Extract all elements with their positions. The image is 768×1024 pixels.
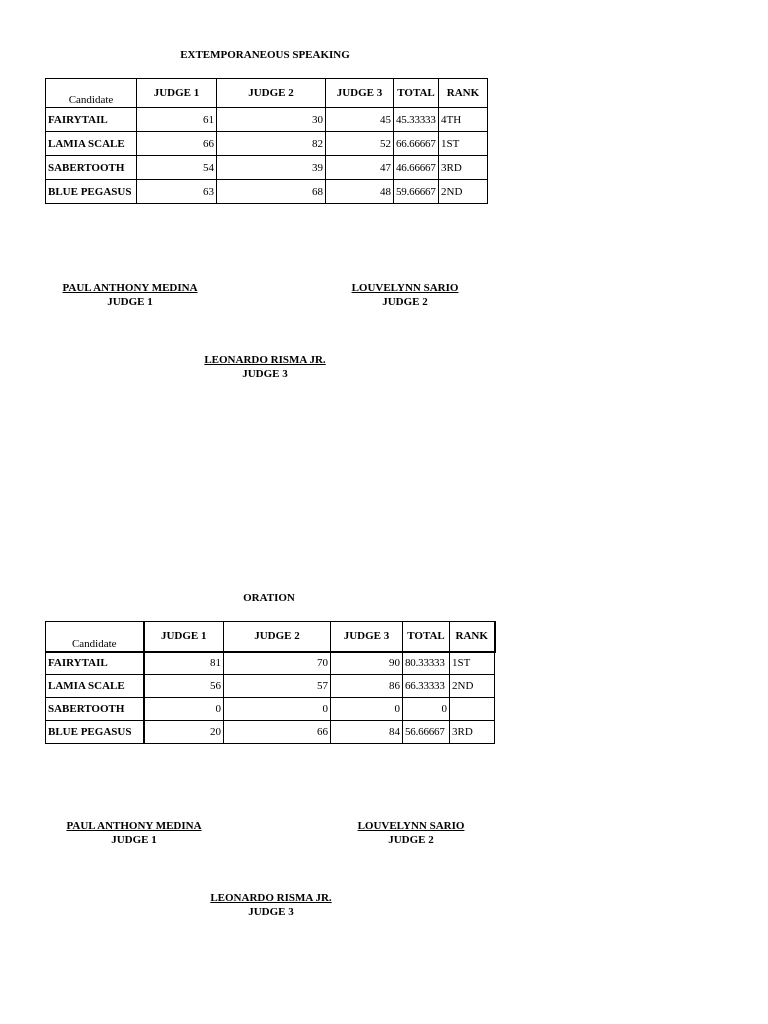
judge-1-score: 0: [144, 698, 224, 721]
table-header-row: [46, 622, 495, 652]
column-header-judge-1: JUDGE 1: [137, 79, 217, 108]
table-row: [46, 698, 495, 721]
column-header-total: TOTAL: [394, 79, 439, 108]
table-row: [46, 156, 488, 180]
judge-1-score: 56: [144, 675, 224, 698]
column-header-candidate: Candidate: [46, 79, 137, 108]
rank: 2ND: [450, 675, 495, 698]
rank: 1ST: [450, 652, 495, 675]
judge-3-score: 45: [326, 108, 394, 132]
judge-3-score: 0: [331, 698, 403, 721]
judge-2-name: LOUVELYNN SARIO: [357, 820, 465, 832]
judge-1-score: 61: [137, 108, 217, 132]
total-score: 45.33333: [394, 108, 439, 132]
table-header-row: [46, 79, 488, 108]
judge-2-score: 66: [224, 721, 331, 744]
total-score: 46.66667: [394, 156, 439, 180]
candidate-name: FAIRYTAIL: [46, 108, 137, 132]
column-header-rank: RANK: [439, 79, 488, 108]
judge-2-score: 0: [224, 698, 331, 721]
total-score: 0: [403, 698, 450, 721]
judge-2-role: JUDGE 2: [382, 296, 428, 308]
total-score: 56.66667: [403, 721, 450, 744]
judge-1-score: 81: [144, 652, 224, 675]
judge-2-score: 30: [217, 108, 326, 132]
rank: 2ND: [439, 180, 488, 204]
judge-3-score: 48: [326, 180, 394, 204]
signature-judge-1: [34, 819, 234, 847]
column-header-total: TOTAL: [403, 622, 450, 652]
total-score: 80.33333: [403, 652, 450, 675]
judge-1-name: PAUL ANTHONY MEDINA: [66, 820, 202, 832]
judge-3-score: 52: [326, 132, 394, 156]
column-header-candidate: Candidate: [46, 622, 144, 652]
column-header-judge-1: JUDGE 1: [144, 622, 224, 652]
judge-3-score: 90: [331, 652, 403, 675]
total-score: 66.33333: [403, 675, 450, 698]
table-row: [46, 652, 495, 675]
judge-3-role: JUDGE 3: [242, 368, 288, 380]
candidate-name: LAMIA SCALE: [46, 675, 144, 698]
candidate-name: SABERTOOTH: [46, 698, 144, 721]
candidate-name: SABERTOOTH: [46, 156, 137, 180]
score-table-extemporaneous: [45, 78, 488, 204]
judge-1-score: 63: [137, 180, 217, 204]
score-table-oration: [45, 621, 496, 744]
judge-2-score: 82: [217, 132, 326, 156]
judge-2-score: 68: [217, 180, 326, 204]
signature-judge-1: [30, 281, 230, 309]
column-header-judge-3: JUDGE 3: [331, 622, 403, 652]
judge-2-score: 57: [224, 675, 331, 698]
judge-3-score: 84: [331, 721, 403, 744]
column-header-judge-3: JUDGE 3: [326, 79, 394, 108]
judge-1-score: 54: [137, 156, 217, 180]
total-score: 66.66667: [394, 132, 439, 156]
candidate-name: FAIRYTAIL: [46, 652, 144, 675]
section-title-oration: ORATION: [243, 592, 295, 604]
table-row: [46, 721, 495, 744]
judge-2-score: 39: [217, 156, 326, 180]
candidate-name: BLUE PEGASUS: [46, 180, 137, 204]
judge-3-score: 47: [326, 156, 394, 180]
judge-3-name: LEONARDO RISMA JR.: [204, 354, 326, 366]
judge-3-name: LEONARDO RISMA JR.: [210, 892, 332, 904]
signature-judge-2: [311, 819, 511, 847]
judge-2-name: LOUVELYNN SARIO: [351, 282, 459, 294]
signature-judge-3: [165, 353, 365, 381]
candidate-name: LAMIA SCALE: [46, 132, 137, 156]
judge-3-score: 86: [331, 675, 403, 698]
rank: 4TH: [439, 108, 488, 132]
rank: 3RD: [450, 721, 495, 744]
column-header-judge-2: JUDGE 2: [217, 79, 326, 108]
judge-2-role: JUDGE 2: [388, 834, 434, 846]
judge-1-role: JUDGE 1: [107, 296, 153, 308]
table-row: [46, 675, 495, 698]
judge-1-score: 66: [137, 132, 217, 156]
rank: 1ST: [439, 132, 488, 156]
signature-judge-2: [305, 281, 505, 309]
judge-1-score: 20: [144, 721, 224, 744]
total-score: 59.66667: [394, 180, 439, 204]
rank: [450, 698, 495, 721]
table-row: [46, 132, 488, 156]
judge-3-role: JUDGE 3: [248, 906, 294, 918]
column-header-rank: RANK: [450, 622, 495, 652]
table-row: [46, 108, 488, 132]
table-row: [46, 180, 488, 204]
section-title-extemporaneous: EXTEMPORANEOUS SPEAKING: [180, 49, 350, 61]
judge-1-role: JUDGE 1: [111, 834, 157, 846]
judge-1-name: PAUL ANTHONY MEDINA: [62, 282, 198, 294]
column-header-judge-2: JUDGE 2: [224, 622, 331, 652]
candidate-name: BLUE PEGASUS: [46, 721, 144, 744]
signature-judge-3: [171, 891, 371, 919]
rank: 3RD: [439, 156, 488, 180]
judge-2-score: 70: [224, 652, 331, 675]
